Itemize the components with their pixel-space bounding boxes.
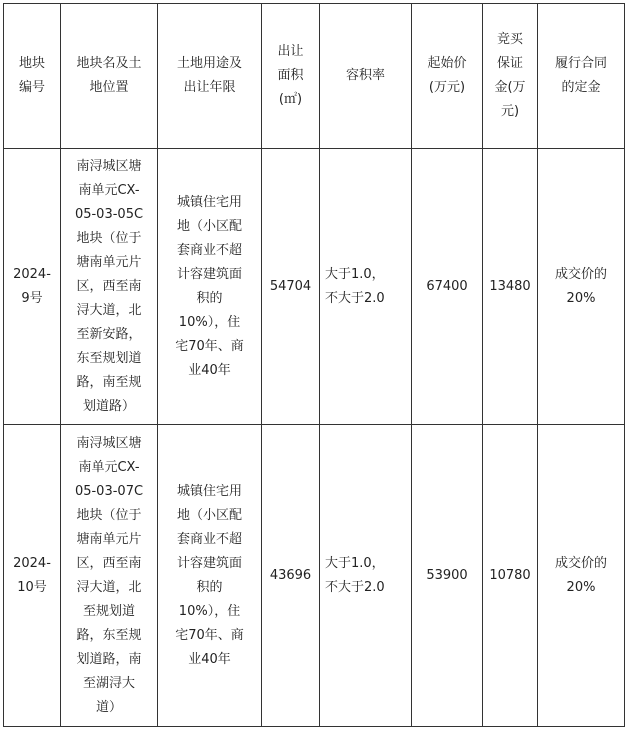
- cell-floor-area-ratio: 大于1.0， 不大于2.0: [320, 149, 412, 425]
- table-row: [4, 425, 625, 727]
- header-contract-deposit: 履行合同 的定金: [538, 4, 625, 149]
- cell-floor-area-ratio: 大于1.0， 不大于2.0: [320, 425, 412, 727]
- cell-plot-number: 2024- 10号: [4, 425, 61, 727]
- cell-start-price: 53900: [412, 425, 483, 727]
- cell-area: 43696: [262, 425, 320, 727]
- cell-plot-number: 2024- 9号: [4, 149, 61, 425]
- header-bid-deposit: 竞买 保证 金(万 元): [483, 4, 538, 149]
- table-header-row: [4, 4, 625, 149]
- cell-land-use: 城镇住宅用 地（小区配 套商业不超 计容建筑面 积的 10%），住 宅70年、商 业40年: [158, 425, 262, 727]
- cell-start-price: 67400: [412, 149, 483, 425]
- header-plot-number: 地块 编号: [4, 4, 61, 149]
- header-start-price: 起始价 (万元): [412, 4, 483, 149]
- header-area: 出让 面积 (㎡): [262, 4, 320, 149]
- cell-plot-location: 南浔城区塘 南单元CX- 05-03-05C 地块（位于 塘南单元片 区，西至南 浔大道，北 至新安路， 东至规划道 路，南至规 划道路）: [61, 149, 158, 425]
- land-auction-table: [3, 3, 625, 727]
- header-land-use-term: 土地用途及 出让年限: [158, 4, 262, 149]
- cell-area: 54704: [262, 149, 320, 425]
- cell-land-use: 城镇住宅用 地（小区配 套商业不超 计容建筑面 积的 10%），住 宅70年、商 业40年: [158, 149, 262, 425]
- header-plot-name-location: 地块名及土 地位置: [61, 4, 158, 149]
- cell-plot-location: 南浔城区塘 南单元CX- 05-03-07C 地块（位于 塘南单元片 区，西至南 浔大道，北 至规划道 路，东至规 划道路，南 至湖浔大 道）: [61, 425, 158, 727]
- cell-contract-deposit: 成交价的 20%: [538, 149, 625, 425]
- header-floor-area-ratio: 容积率: [320, 4, 412, 149]
- cell-bid-deposit: 10780: [483, 425, 538, 727]
- cell-contract-deposit: 成交价的 20%: [538, 425, 625, 727]
- cell-bid-deposit: 13480: [483, 149, 538, 425]
- table-row: [4, 149, 625, 425]
